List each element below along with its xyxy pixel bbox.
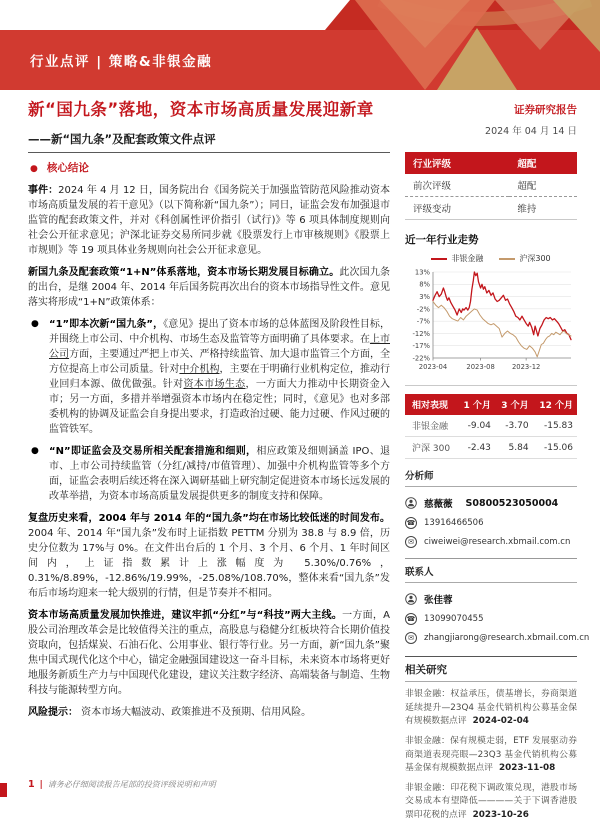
analyst-phone-row — [405, 517, 577, 529]
text-segment: 新国九条及配套政策“1+N”体系落地，资本市场长期发展目标确立。 — [28, 267, 340, 278]
relative-performance-cell: -9.04 — [457, 415, 495, 437]
analyst-entry — [405, 496, 577, 510]
page-footer — [28, 779, 216, 790]
rel-header: 相对表现 — [405, 394, 457, 415]
text-segment: ，主要在于明确行业机构定位，推动行业回归本源、做优做强。针对 — [49, 364, 391, 390]
relative-performance-cell: 5.84 — [495, 437, 533, 459]
sidebar — [405, 152, 590, 820]
contact-email: zhangjiarong@research.xbmail.com.cn — [424, 633, 590, 643]
analyst-section-title: 分析师 — [405, 463, 577, 487]
svg-text:-22%: -22% — [412, 354, 430, 363]
core-conclusion-heading — [30, 160, 390, 175]
analyst-email-row — [405, 536, 577, 548]
core-bullet-icon: ● — [30, 164, 38, 174]
bullet-paragraph — [28, 444, 390, 504]
text-segment: 2004 年、2014 年“国九条”发布时上证指数 PETTM 分别为 38.8 与 8.9 倍，历史分位数为 17%与 0%。在文件出台后的 1 个月、3 个月、6 个月、1 年时间区间内，上证指数累计上涨幅度为 5.30%/0.76%，0.31%/8.89%，-12.86%/19.99%，-25.08%/108.70%，整体来看“国九条”发布后市场均迎来一轮大级别的行情，但是节奏并不相同。 — [28, 528, 390, 599]
bullet-paragraph — [28, 317, 390, 437]
related-research-list — [405, 688, 577, 823]
trend-chart-title: 近一年行业走势 — [405, 234, 479, 246]
svg-text:2023-08: 2023-08 — [466, 363, 495, 371]
paragraph — [28, 608, 390, 698]
svg-text:2023-12: 2023-12 — [511, 363, 541, 371]
text-segment: 相应政策及细则涵盖 IPO、退市、上市公司持续监管（分红/减持/市值管理）、加强中介机构监管等多个方面，证监会表明后续还将在深入调研基础上研究制定促进资本市场长远发展的改革举措，为资本市场高质量发展提供更多的制度支持和保障。 — [49, 446, 391, 502]
core-heading-label: 核心结论 — [46, 162, 89, 174]
analyst-code: S0800523050004 — [465, 497, 559, 509]
contact-phone: 13099070455 — [424, 614, 484, 624]
band-label: 行业点评 | 策略&非银金融 — [30, 54, 213, 70]
legend-label: 非银金融 — [451, 254, 484, 263]
text-segment: 资本市场大幅波动、政策推进不及预期、信用风险。 — [78, 707, 312, 718]
title-divider — [28, 152, 390, 153]
paragraph — [28, 265, 390, 310]
svg-text:-7%: -7% — [416, 317, 430, 326]
text-segment: 《意见》提出了资本市场的总体蓝图及阶段性目标，并围绕上市公司、中介机构、市场生态及监管等方面明确了具体要求。在 — [49, 319, 391, 345]
svg-text:-12%: -12% — [412, 329, 430, 338]
report-date: 2024 年 04 月 14 日 — [485, 126, 577, 137]
research-item-date: 2023-11-08 — [498, 763, 556, 774]
rating-row-label: 前次评级 — [405, 174, 509, 197]
svg-text:-17%: -17% — [412, 342, 430, 351]
page-number: 1 — [28, 779, 35, 790]
bullet-marker-icon: ● — [31, 319, 39, 329]
analyst-phone: 13916466506 — [424, 518, 484, 528]
text-segment: 资本市场生态 — [183, 379, 246, 390]
text-segment: 复盘历史来看，2004 年与 2014 年的“国九条”均在市场比较低迷的时间发布。 — [28, 513, 390, 524]
trend-line-chart — [405, 266, 577, 374]
relative-performance-cell: -3.70 — [495, 415, 533, 437]
rating-row-value: 超配 — [509, 174, 577, 197]
footer-separator: | — [39, 779, 43, 790]
contact-phone-row — [405, 613, 577, 625]
relative-performance-row — [405, 415, 577, 437]
trend-chart-legend — [405, 253, 577, 264]
rel-header: 1 个月 — [457, 394, 495, 415]
relative-performance-cell: -15.06 — [533, 437, 577, 459]
report-header — [28, 100, 577, 147]
research-item-text: 非银金融：印花税下调政策兑现，港股市场交易成本有望降低————关于下调香港股票印花税的点评 — [405, 782, 577, 820]
report-subtitle: ——新“国九条”及配套政策文件点评 — [28, 131, 216, 146]
legend-line-swatch — [499, 258, 515, 260]
relative-performance-cell: -2.43 — [457, 437, 495, 459]
person-icon — [405, 593, 417, 605]
relative-performance-cell: 沪深 300 — [405, 437, 457, 459]
contact-email-row — [405, 632, 590, 644]
body-paragraphs — [28, 183, 390, 720]
paragraph — [28, 511, 390, 601]
text-segment: 资本市场高质量发展加快推进，建议牢抓“分红”与“科技”两大主线。 — [28, 610, 343, 621]
research-item-date: 2023-10-26 — [472, 810, 529, 820]
svg-text:8%: 8% — [419, 280, 430, 289]
rating-header-label: 行业评级 — [405, 152, 509, 174]
text-segment: 2024 年 4 月 12 日，国务院出台《国务院关于加强监管防范风险推动资本市场高质量发展的若干意见》（以下简称新“国九条”）；同日，证监会发布加强退市监管的配套政策文件，并对《科创属性评价指引（试行)》等 6 项具体制度规则向社会公开征求意见；沪深北证券交易所同步就《股票发行上市审核规则》《股票上市规则》等 19 项具体业务规则向社会公开征求意见。 — [28, 185, 390, 256]
page-corner-mark — [0, 783, 7, 797]
relative-performance-row — [405, 437, 577, 459]
contact-name: 张佳蓉 — [424, 595, 453, 606]
research-item-text: 非银金融：保有规模走弱，ETF 发展驱动券商渠道表现亮眼—23Q3 基金代销机构公募基金保有规模数据点评 — [405, 735, 577, 774]
related-research-title: 相关研究 — [405, 656, 577, 682]
rel-header: 12 个月 — [533, 394, 577, 415]
text-segment: ，一方面大力推动中长期资金入市；另一方面，多措并举增强资本市场内在稳定性；同时，《意见》也对多部委机构的协调及证监会自身提出要求，打造政治过硬、能力过硬、作风过硬的监管铁军。 — [49, 379, 390, 435]
main-column — [28, 152, 390, 774]
paragraph — [28, 183, 390, 258]
text-segment: 事件： — [28, 185, 59, 196]
legend-line-swatch — [431, 258, 447, 260]
relative-performance-table — [405, 394, 577, 459]
bullet-marker-icon: ● — [31, 446, 39, 456]
legend-item — [431, 253, 483, 264]
phone-icon: ☎ — [406, 615, 416, 623]
legend-item — [499, 253, 550, 264]
text-segment: 此次国九条的出台，是继 2004 年、2014 年后国务院再次出台的资本市场指导性文件。意见落实将形成“1+N”政策体系： — [28, 267, 391, 308]
rating-row-value: 维持 — [509, 197, 577, 220]
svg-text:-2%: -2% — [416, 305, 430, 314]
research-item-date: 2024-02-04 — [472, 716, 529, 727]
text-segment: “1”即本次新“国九条”， — [49, 319, 164, 330]
text-segment: 中介机构 — [179, 364, 220, 375]
email-icon: ✉ — [405, 632, 417, 644]
rating-header-value: 超配 — [509, 152, 577, 174]
text-segment: “N”即证监会及交易所相关配套措施和细则， — [49, 446, 257, 457]
email-icon: ✉ — [405, 536, 417, 548]
band-decoration — [325, 0, 600, 90]
rating-row-label: 评级变动 — [405, 197, 509, 220]
text-segment: 风险提示： — [28, 707, 78, 718]
analyst-name: 慈薇薇 — [424, 499, 453, 510]
svg-text:3%: 3% — [419, 292, 430, 301]
research-item-text: 非银金融：权益承压，债基增长，券商渠道延续提升—23Q4 基金代销机构公募基金保有规模数据点评 — [405, 689, 577, 727]
phone-icon: ☎ — [406, 519, 416, 527]
footer-disclaimer: 请务必仔细阅读报告尾部的投资评级说明和声明 — [47, 780, 216, 789]
relative-performance-cell: -15.83 — [533, 415, 577, 437]
research-item — [405, 782, 577, 823]
research-item — [405, 688, 577, 729]
paragraph — [28, 705, 390, 720]
report-type-label: 证券研究报告 — [514, 104, 577, 116]
text-segment: 方面，主要通过严把上市关、严格持续监管、加大退市监管三个方面，全方位提高上市公司质量。针对 — [49, 349, 391, 375]
research-item — [405, 735, 577, 776]
svg-text:2023-04: 2023-04 — [418, 363, 448, 371]
svg-text:13%: 13% — [414, 268, 430, 277]
contact-entry — [405, 592, 577, 606]
text-segment: 上市公司 — [49, 334, 390, 360]
sidebar-divider — [405, 385, 577, 386]
contact-section-title: 联系人 — [405, 558, 577, 583]
relative-performance-cell: 非银金融 — [405, 415, 457, 437]
legend-label: 沪深300 — [519, 254, 551, 263]
report-title: 新“国九条”落地，资本市场高质量发展迎新章 — [28, 100, 374, 119]
person-icon — [405, 497, 417, 509]
rel-header: 3 个月 — [495, 394, 533, 415]
analyst-email: ciweiwei@research.xbmail.com.cn — [424, 537, 571, 547]
text-segment: 一方面，A 股公司治理改革会是比较值得关注的重点，高股息与稳健分红板块符合长期价值投资取向，包括煤炭、石油石化、公用事业、银行等行业。另一方面，新“国九条”聚焦中国式现代化这个中心，锚定金融强国建设这一奋斗目标，未来资本市场将更好地服务新质生产力与中国现代化建设，建议关注数字经济、高端装备与制造、生物科技与能源转型方向。 — [28, 610, 390, 696]
industry-rating-table — [405, 152, 577, 220]
